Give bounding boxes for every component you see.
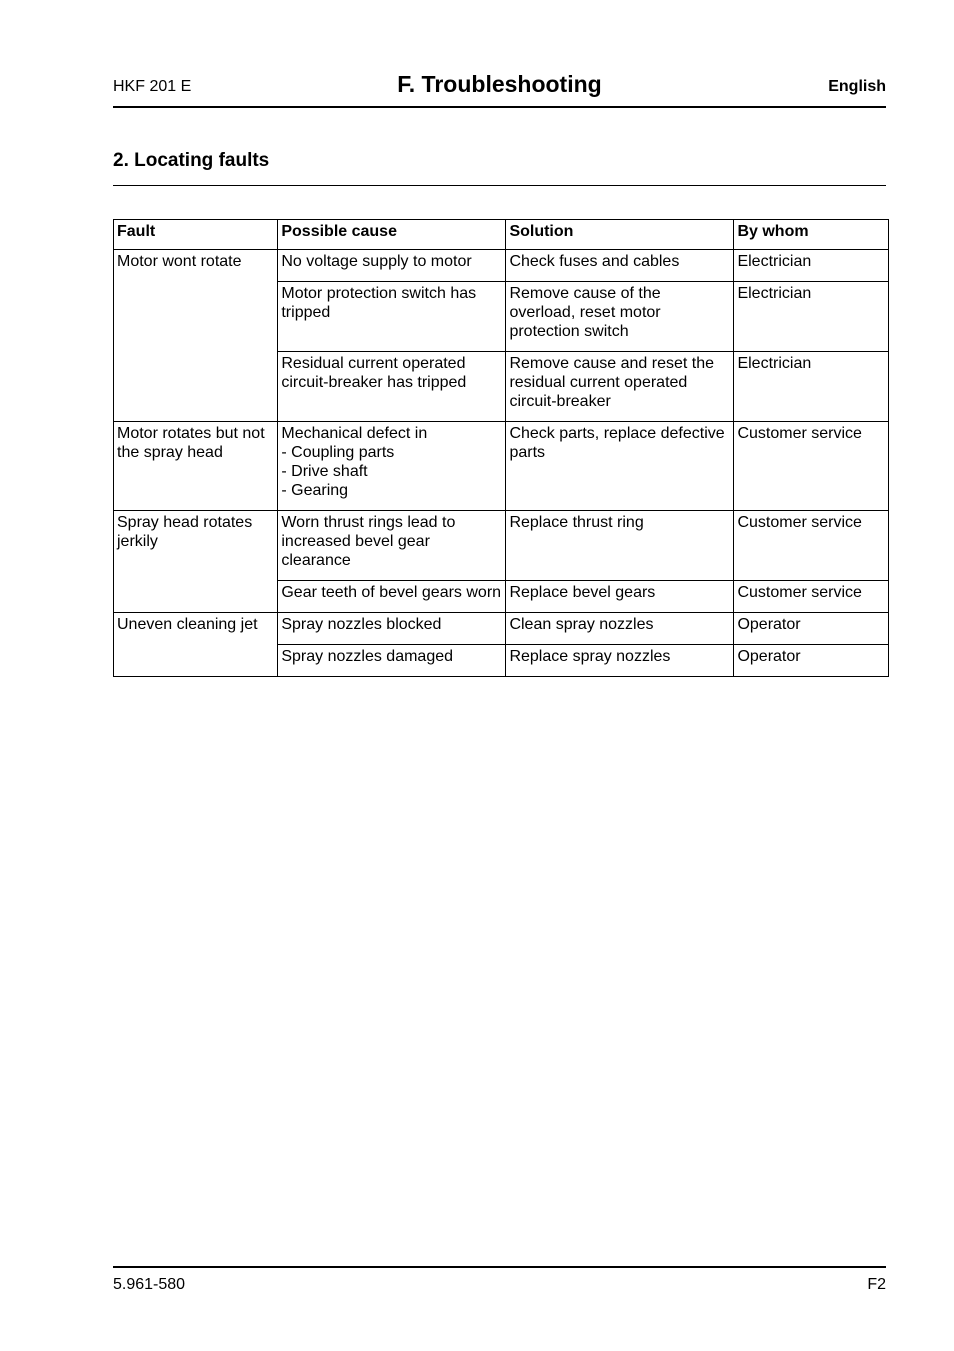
cause-line: Motor protection switch has tripped (281, 285, 477, 321)
by-whom-cell: Electrician (734, 352, 889, 422)
cause-line: Gear teeth of bevel gears worn (281, 584, 502, 601)
fault-cell: Uneven cleaning jet (114, 613, 278, 677)
cause-line: No voltage supply to motor (281, 253, 472, 270)
solution-cell: Replace bevel gears (506, 581, 734, 613)
document-number: 5.961-580 (113, 1276, 186, 1293)
cause-line: - Gearing (281, 482, 349, 499)
cause-cell (278, 422, 506, 511)
cause-line: Mechanical defect in (281, 425, 428, 442)
table-header-row (114, 220, 889, 250)
header-whom: By whom (734, 220, 889, 250)
by-whom-cell: Electrician (734, 250, 889, 282)
fault-cell: Motor wont rotate (114, 250, 278, 422)
header-solution: Solution (506, 220, 734, 250)
language-label: English (828, 78, 886, 95)
cause-line: Spray nozzles blocked (281, 616, 442, 633)
page-footer (113, 1266, 886, 1298)
cause-line: - Coupling parts (281, 444, 395, 461)
table-row (114, 511, 889, 581)
cause-cell (278, 352, 506, 422)
by-whom-cell: Electrician (734, 282, 889, 352)
solution-cell: Check fuses and cables (506, 250, 734, 282)
table-row (114, 613, 889, 645)
fault-table (113, 219, 889, 677)
cause-cell (278, 581, 506, 613)
cause-line: Spray nozzles damaged (281, 648, 454, 665)
header-fault: Fault (114, 220, 278, 250)
section-title: 2. Locating faults (113, 150, 886, 186)
cause-line: Worn thrust rings lead to increased bevel gear clearance (281, 514, 456, 569)
by-whom-cell: Customer service (734, 581, 889, 613)
table-row (114, 422, 889, 511)
by-whom-cell: Operator (734, 613, 889, 645)
model-name: HKF 201 E (113, 78, 192, 95)
cause-cell (278, 282, 506, 352)
solution-cell: Clean spray nozzles (506, 613, 734, 645)
cause-line: - Drive shaft (281, 463, 368, 480)
header-cause: Possible cause (278, 220, 506, 250)
by-whom-cell: Operator (734, 645, 889, 677)
by-whom-cell: Customer service (734, 422, 889, 511)
cause-cell (278, 250, 506, 282)
by-whom-cell: Customer service (734, 511, 889, 581)
table-body (114, 250, 889, 677)
page-number: F2 (867, 1276, 886, 1293)
page-header (113, 66, 886, 108)
cause-cell (278, 613, 506, 645)
solution-cell: Check parts, replace defective parts (506, 422, 734, 511)
fault-cell: Spray head rotates jerkily (114, 511, 278, 613)
solution-cell: Replace spray nozzles (506, 645, 734, 677)
page-title: F. Troubleshooting (397, 71, 602, 97)
solution-cell: Remove cause of the overload, reset motor protection switch (506, 282, 734, 352)
fault-cell: Motor rotates but not the spray head (114, 422, 278, 511)
cause-cell (278, 511, 506, 581)
cause-line: Residual current operated circuit-breaker has tripped (281, 355, 467, 391)
table-row (114, 250, 889, 282)
cause-cell (278, 645, 506, 677)
solution-cell: Remove cause and reset the residual current operated circuit-breaker (506, 352, 734, 422)
solution-cell: Replace thrust ring (506, 511, 734, 581)
